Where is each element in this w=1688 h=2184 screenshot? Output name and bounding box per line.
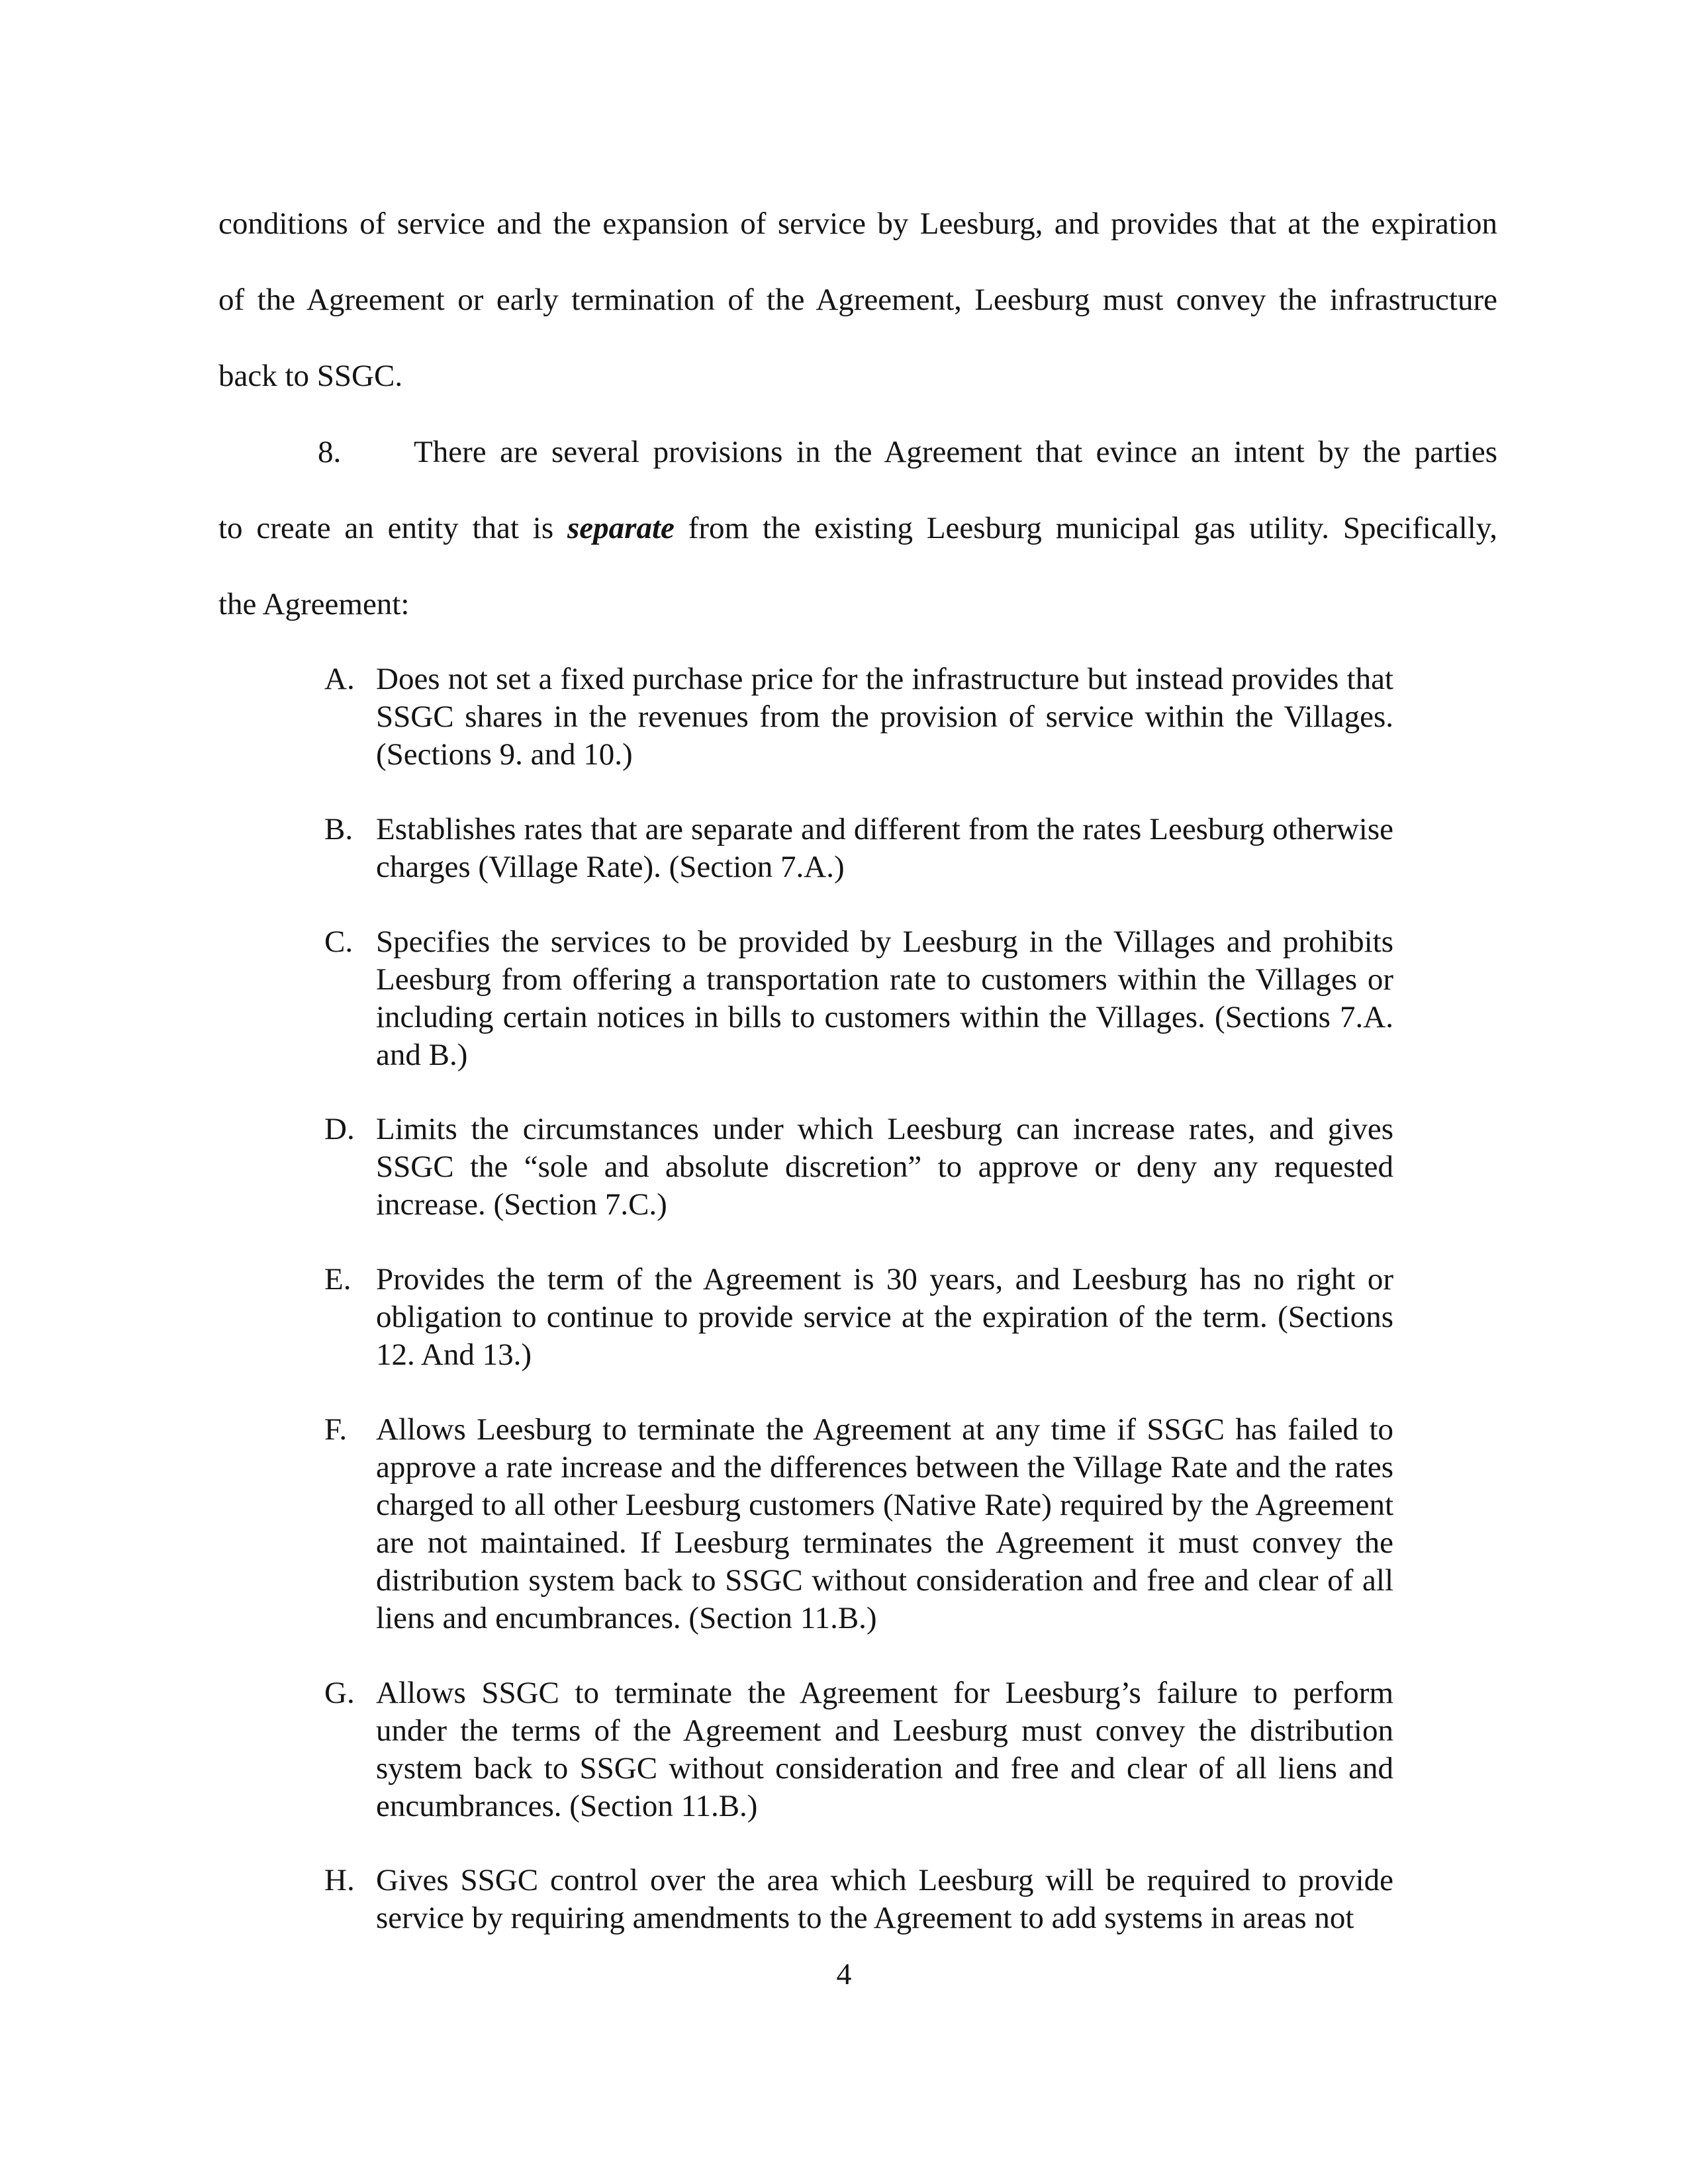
list-letter: H. <box>324 1863 355 1897</box>
list-text: Allows Leesburg to terminate the Agreement at any time if SSGC has failed to approve a rate increase and the differences between the Village Rate and the rates charged to all other Leesburg customers (Native Rate) required by the Agreement are not maintained. If Leesburg terminates the Agreement it must convey the distribution system back to SSGC without consideration and free and clear of all liens and encumbrances. (Section 11.B.) <box>376 1412 1393 1635</box>
paragraph-8-text-after: from the existing Leesburg municipal gas utility. Specifically, <box>674 511 1498 545</box>
list-item-c <box>324 923 1393 1074</box>
body-line-2: of the Agreement or early termination of the Agreement, Leesburg must convey the infrastructure <box>218 283 1497 317</box>
page-number: 4 <box>836 1957 852 1991</box>
paragraph-8-text-before: to create an entity that is <box>218 511 567 545</box>
paragraph-8-line-3: the Agreement: <box>218 587 410 621</box>
list-item-e <box>324 1261 1393 1374</box>
body-line-3: back to SSGC. <box>218 359 403 393</box>
list-text: Allows SSGC to terminate the Agreement for Leesburg’s failure to perform under the terms of the Agreement and Leesburg must convey the distribution system back to SSGC without consideration and free and clear of all liens and encumbrances. (Section 11.B.) <box>376 1676 1393 1823</box>
list-letter: F. <box>324 1412 348 1447</box>
list-letter: A. <box>324 662 355 696</box>
list-letter: C. <box>324 925 353 959</box>
list-item-d <box>324 1111 1393 1224</box>
list-letter: G. <box>324 1676 355 1710</box>
list-text: Provides the term of the Agreement is 30 years, and Leesburg has no right or obligation to continue to provide service at the expiration of the term. (Sections 12. And 13.) <box>376 1262 1393 1372</box>
list-item-f <box>324 1411 1393 1637</box>
list-item-b <box>324 811 1393 886</box>
list-letter: E. <box>324 1262 352 1297</box>
list-item-g <box>324 1674 1393 1825</box>
paragraph-number: 8. <box>318 435 342 469</box>
list-letter: B. <box>324 812 353 846</box>
list-text: Gives SSGC control over the area which Leesburg will be required to provide service by requiring amendments to the Agreement to add systems in areas not <box>376 1863 1393 1935</box>
body-line-1: conditions of service and the expansion of service by Leesburg, and provides that at the expiration <box>218 206 1497 241</box>
paragraph-8-line-1: There are several provisions in the Agreement that evince an intent by the parties <box>414 435 1497 469</box>
emphasis-separate: separate <box>567 511 675 545</box>
list-letter: D. <box>324 1112 355 1146</box>
list-text: Establishes rates that are separate and different from the rates Leesburg otherwise charges (Village Rate). (Section 7.A.) <box>376 812 1393 884</box>
paragraph-8-line-2 <box>218 508 1497 548</box>
list-text: Limits the circumstances under which Leesburg can increase rates, and gives SSGC the “sole and absolute discretion” to approve or deny any requested increase. (Section 7.C.) <box>376 1112 1393 1222</box>
list-item-h <box>324 1862 1393 1937</box>
list-text: Does not set a fixed purchase price for the infrastructure but instead provides that SSGC shares in the revenues from the provision of service within the Villages. (Sections 9. and 10.) <box>376 662 1393 772</box>
list-text: Specifies the services to be provided by Leesburg in the Villages and prohibits Leesburg from offering a transportation rate to customers within the Villages or including certain notices in bills to customers within the Villages. (Sections 7.A. and B.) <box>376 925 1393 1072</box>
list-item-a <box>324 660 1393 774</box>
